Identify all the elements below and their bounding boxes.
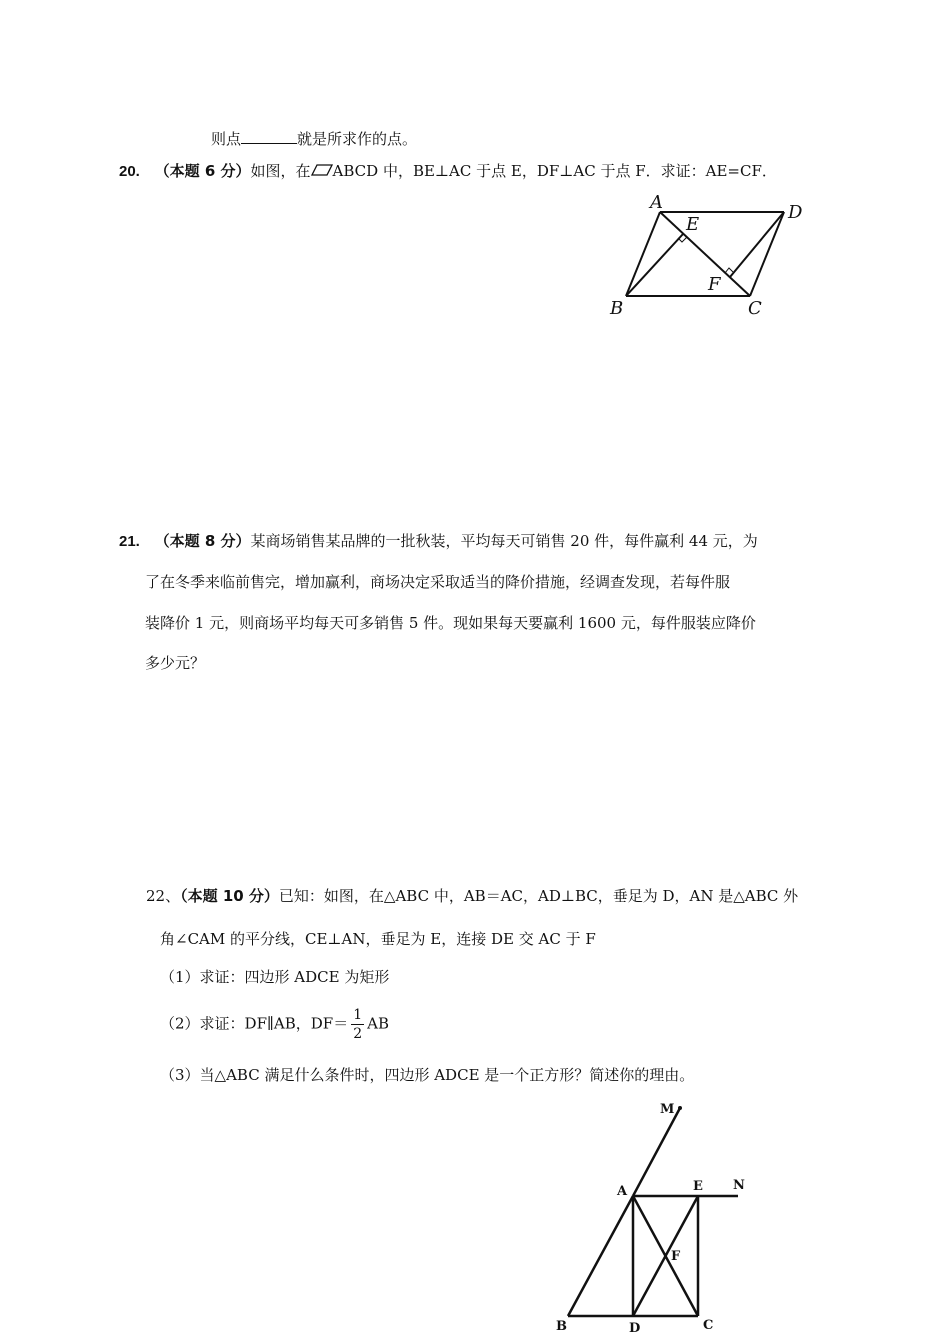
label-c: C — [748, 298, 762, 319]
side-ab — [568, 1196, 633, 1316]
label-a: A — [617, 1184, 628, 1199]
q22-line1-text: 已知：如图，在△ABC 中，AB＝AC，AD⊥BC，垂足为 D，AN 是△ABC 外 — [278, 887, 799, 905]
q22-points: （本题 10 分） — [180, 887, 279, 905]
label-e: E — [693, 1179, 703, 1194]
label-d: D — [788, 202, 803, 223]
q20-number: 20. — [119, 163, 140, 180]
fraction-denominator: 2 — [353, 1026, 363, 1042]
segment-be — [626, 234, 683, 296]
q22-sub-3: （3）当△ABC 满足什么条件时，四边形 ADCE 是一个正方形？简述你的理由。 — [160, 1066, 695, 1084]
q21-line-3: 装降价 1 元，则商场平均每天可多销售 5 件。现如果每天要赢利 1600 元，每件服装应降价 — [145, 614, 756, 632]
q21-line1-text: 某商场销售某品牌的一批秋装，平均每天可销售 20 件，每件赢利 44 元，为 — [250, 532, 758, 550]
q21-line-4: 多少元？ — [145, 654, 206, 672]
q22-figure — [548, 1100, 758, 1344]
q21-number: 21. — [119, 533, 140, 550]
q19-prefix: 则点 — [211, 130, 242, 148]
ray-am — [633, 1108, 680, 1196]
q22-line-1 — [146, 889, 798, 904]
label-e: E — [686, 214, 700, 235]
side-ab — [626, 212, 660, 296]
q22-line-2: 角∠CAM 的平分线，CE⊥AN，垂足为 E，连接 DE 交 AC 于 F — [160, 930, 596, 948]
q22-sub2-prefix: （2）求证：DF∥AB，DF＝ — [160, 1014, 349, 1033]
q20-text-a: 如图，在 — [250, 162, 311, 180]
label-b: B — [556, 1319, 567, 1334]
side-dc — [750, 212, 784, 296]
label-n: N — [733, 1178, 745, 1193]
q20-points: （本题 6 分） — [154, 162, 251, 180]
point-m — [678, 1106, 682, 1110]
q22-sub-2 — [160, 1006, 389, 1043]
fraction-numerator: 1 — [353, 1007, 363, 1023]
label-f: F — [671, 1249, 681, 1264]
q21-points: （本题 8 分） — [154, 532, 251, 550]
q22-sub2-suffix: AB — [367, 1014, 389, 1033]
label-f: F — [708, 274, 721, 295]
q20-statement — [119, 160, 777, 181]
q21-line-1 — [119, 534, 758, 549]
q19-conclusion — [211, 128, 417, 149]
q21-line-2: 了在冬季来临前售完，增加赢利，商场决定采取适当的降价措施，经调查发现，若每件服 — [145, 573, 731, 591]
q22-sub-1: （1）求证：四边形 ADCE 为矩形 — [160, 968, 390, 986]
label-a: A — [650, 192, 663, 213]
label-c: C — [703, 1318, 714, 1333]
answer-blank — [241, 129, 297, 144]
fraction-one-half — [351, 1006, 364, 1043]
q22-number: 22、 — [146, 887, 181, 905]
label-m: M — [660, 1102, 675, 1117]
label-d: D — [629, 1321, 641, 1336]
parallelogram-symbol-icon — [311, 163, 333, 177]
segment-df — [730, 212, 784, 277]
q20-figure — [600, 188, 820, 322]
q20-text-b: ABCD 中，BE⊥AC 于点 E，DF⊥AC 于点 F．求证：AE=CF． — [332, 162, 777, 180]
right-angle-mark-f — [725, 268, 733, 273]
diagonal-ac — [660, 212, 750, 296]
label-b: B — [610, 298, 624, 319]
q19-suffix: 就是所求作的点。 — [297, 130, 418, 148]
